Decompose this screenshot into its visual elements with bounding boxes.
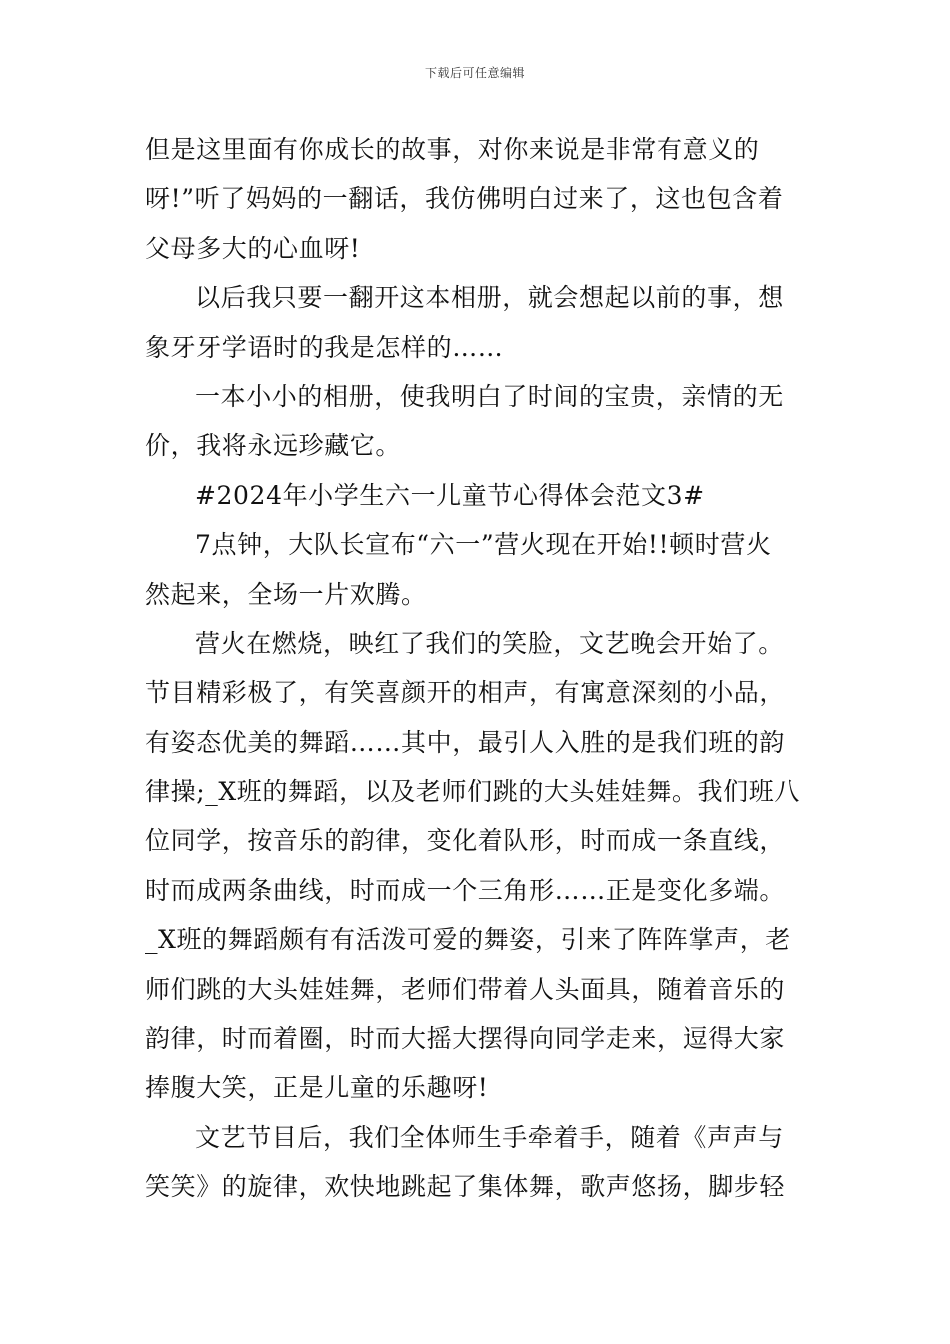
text-line: 然起来，全场一片欢腾。 bbox=[145, 579, 427, 609]
paragraph-start-line: 一本小小的相册，使我明白了时间的宝贵，亲情的无 bbox=[195, 381, 784, 411]
text-line: 但是这里面有你成长的故事，对你来说是非常有意义的 bbox=[145, 135, 760, 164]
paragraph-start-line: 以后我只要一翻开这本相册，就会想起以前的事，想 bbox=[195, 283, 784, 313]
text-line: 象牙牙学语时的我是怎样的…… bbox=[145, 332, 504, 362]
section-heading: #2024年小学生六一儿童节心得体会范文3# bbox=[195, 480, 705, 510]
text-line: 师们跳的大头娃娃舞，老师们带着人头面具，随着音乐的 bbox=[145, 974, 786, 1004]
text-line: 捧腹大笑，正是儿童的乐趣呀! bbox=[145, 1073, 489, 1103]
text-line: 时而成两条曲线，时而成一个三角形……正是变化多端。 bbox=[145, 875, 786, 905]
text-line: 有姿态优美的舞蹈……其中，最引人入胜的是我们班的韵 bbox=[145, 727, 786, 757]
text-line: _X班的舞蹈颇有有活泼可爱的舞姿，引来了阵阵掌声，老 bbox=[145, 925, 791, 955]
text-line: 父母多大的心血呀! bbox=[145, 233, 361, 263]
text-line: 律操;_X班的舞蹈，以及老师们跳的大头娃娃舞。我们班八 bbox=[145, 777, 800, 807]
text-line: 价，我将永远珍藏它。 bbox=[145, 431, 402, 461]
text-line: 位同学，按音乐的韵律，变化着队形，时而成一条直线， bbox=[145, 826, 786, 856]
paragraph-start-line: 营火在燃烧，映红了我们的笑脸，文艺晚会开始了。 bbox=[195, 628, 784, 658]
text-line: 韵律，时而着圈，时而大摇大摆得向同学走来，逗得大家 bbox=[145, 1024, 786, 1054]
paragraph-start-line: 文艺节目后，我们全体师生手牵着手，随着《声声与 bbox=[195, 1122, 784, 1152]
text-line: 节目精彩极了，有笑喜颜开的相声，有寓意深刻的小品， bbox=[145, 678, 786, 708]
paragraph-start-line: 7点钟，大队长宣布“六一”营火现在开始!!顿时营火 bbox=[195, 530, 772, 560]
page-header: 下载后可任意编辑 bbox=[424, 66, 525, 80]
document-body bbox=[145, 130, 825, 1217]
text-line: 笑笑》的旋律，欢快地跳起了集体舞，歌声悠扬，脚步轻 bbox=[145, 1172, 786, 1202]
text-line: 呀!”听了妈妈的一翻话，我仿佛明白过来了，这也包含着 bbox=[145, 184, 784, 214]
